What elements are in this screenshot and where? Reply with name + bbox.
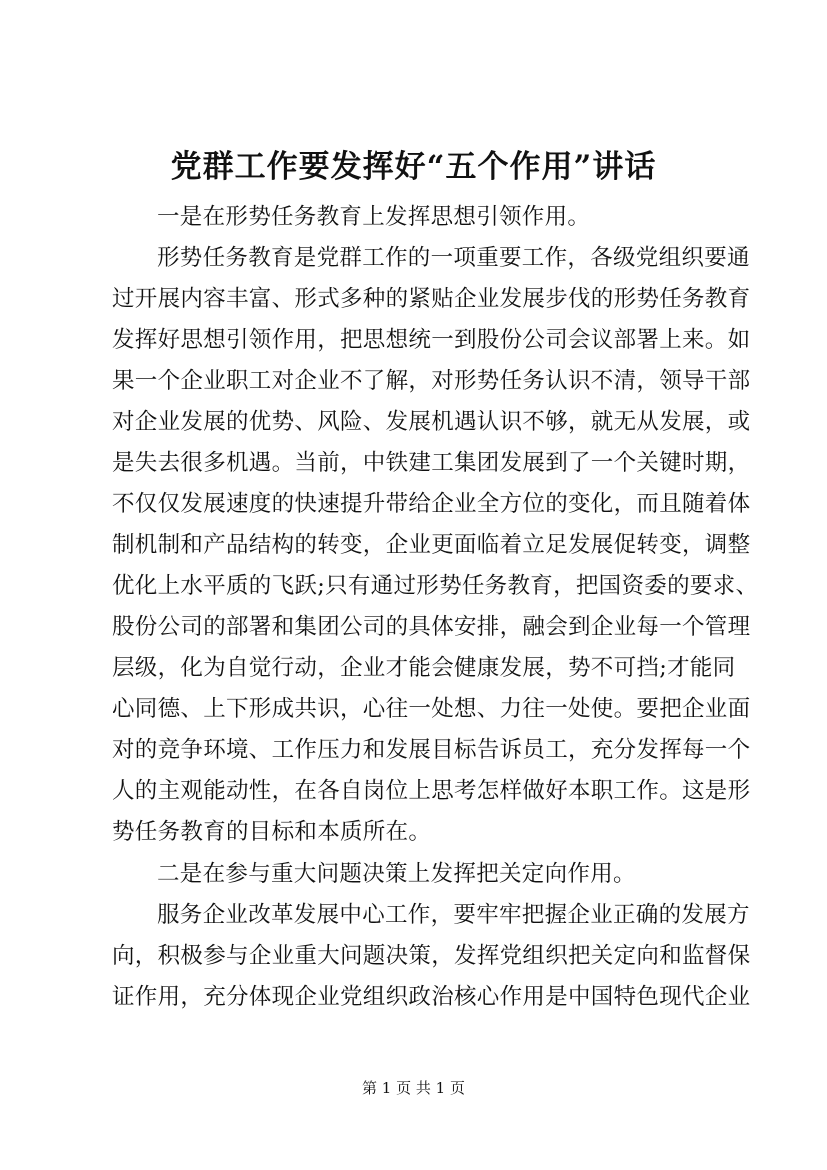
paragraph-line: 过开展内容丰富、形式多种的紧贴企业发展步伐的形势任务教育 [112, 286, 751, 312]
paragraph-line: 层级，化为自觉行动，企业才能会健康发展，势不可挡;才能同 [112, 655, 736, 681]
paragraph-line: 势任务教育的目标和本质所在。 [112, 819, 432, 845]
paragraph-line: 制机制和产品结构的转变，企业更面临着立足发展促转变，调整 [112, 532, 751, 558]
paragraph-line: 是失去很多机遇。当前，中铁建工集团发展到了一个关键时期， [112, 450, 751, 476]
heading-line-2: 二是在参与重大问题决策上发挥把关定向作用。 [157, 861, 636, 887]
paragraph-line: 向，积极参与企业重大问题决策，发挥党组织把关定向和监督保 [112, 943, 751, 969]
paragraph-line: 股份公司的部署和集团公司的具体安排，融会到企业每一个管理 [112, 614, 751, 640]
paragraph-line: 不仅仅发展速度的快速提升带给企业全方位的变化，而且随着体 [112, 491, 751, 517]
heading-line-1: 一是在形势任务教育上发挥思想引领作用。 [157, 204, 591, 230]
paragraph-line: 证作用，充分体现企业党组织政治核心作用是中国特色现代企业 [112, 984, 751, 1010]
paragraph-line: 对企业发展的优势、风险、发展机遇认识不够，就无从发展，或 [112, 409, 751, 435]
paragraph-line: 心同德、上下形成共识，心往一处想、力往一处使。要把企业面 [112, 696, 751, 722]
page-number-footer: 第 1 页 共 1 页 [362, 1079, 465, 1097]
paragraph-line: 发挥好思想引领作用，把思想统一到股份公司会议部署上来。如 [112, 327, 751, 353]
paragraph-line: 形势任务教育是党群工作的一项重要工作，各级党组织要通 [157, 245, 750, 271]
paragraph-line: 人的主观能动性，在各自岗位上思考怎样做好本职工作。这是形 [112, 778, 751, 804]
paragraph-line: 果一个企业职工对企业不了解，对形势任务认识不清，领导干部 [112, 368, 751, 394]
paragraph-line: 优化上水平质的飞跃;只有通过形势任务教育，把国资委的要求、 [112, 573, 759, 599]
paragraph-line: 对的竞争环境、工作压力和发展目标告诉员工，充分发挥每一个 [112, 737, 751, 763]
document-title: 党群工作要发挥好“五个作用”讲话 [170, 149, 657, 185]
paragraph-line: 服务企业改革发展中心工作，要牢牢把握企业正确的发展方 [157, 902, 750, 928]
